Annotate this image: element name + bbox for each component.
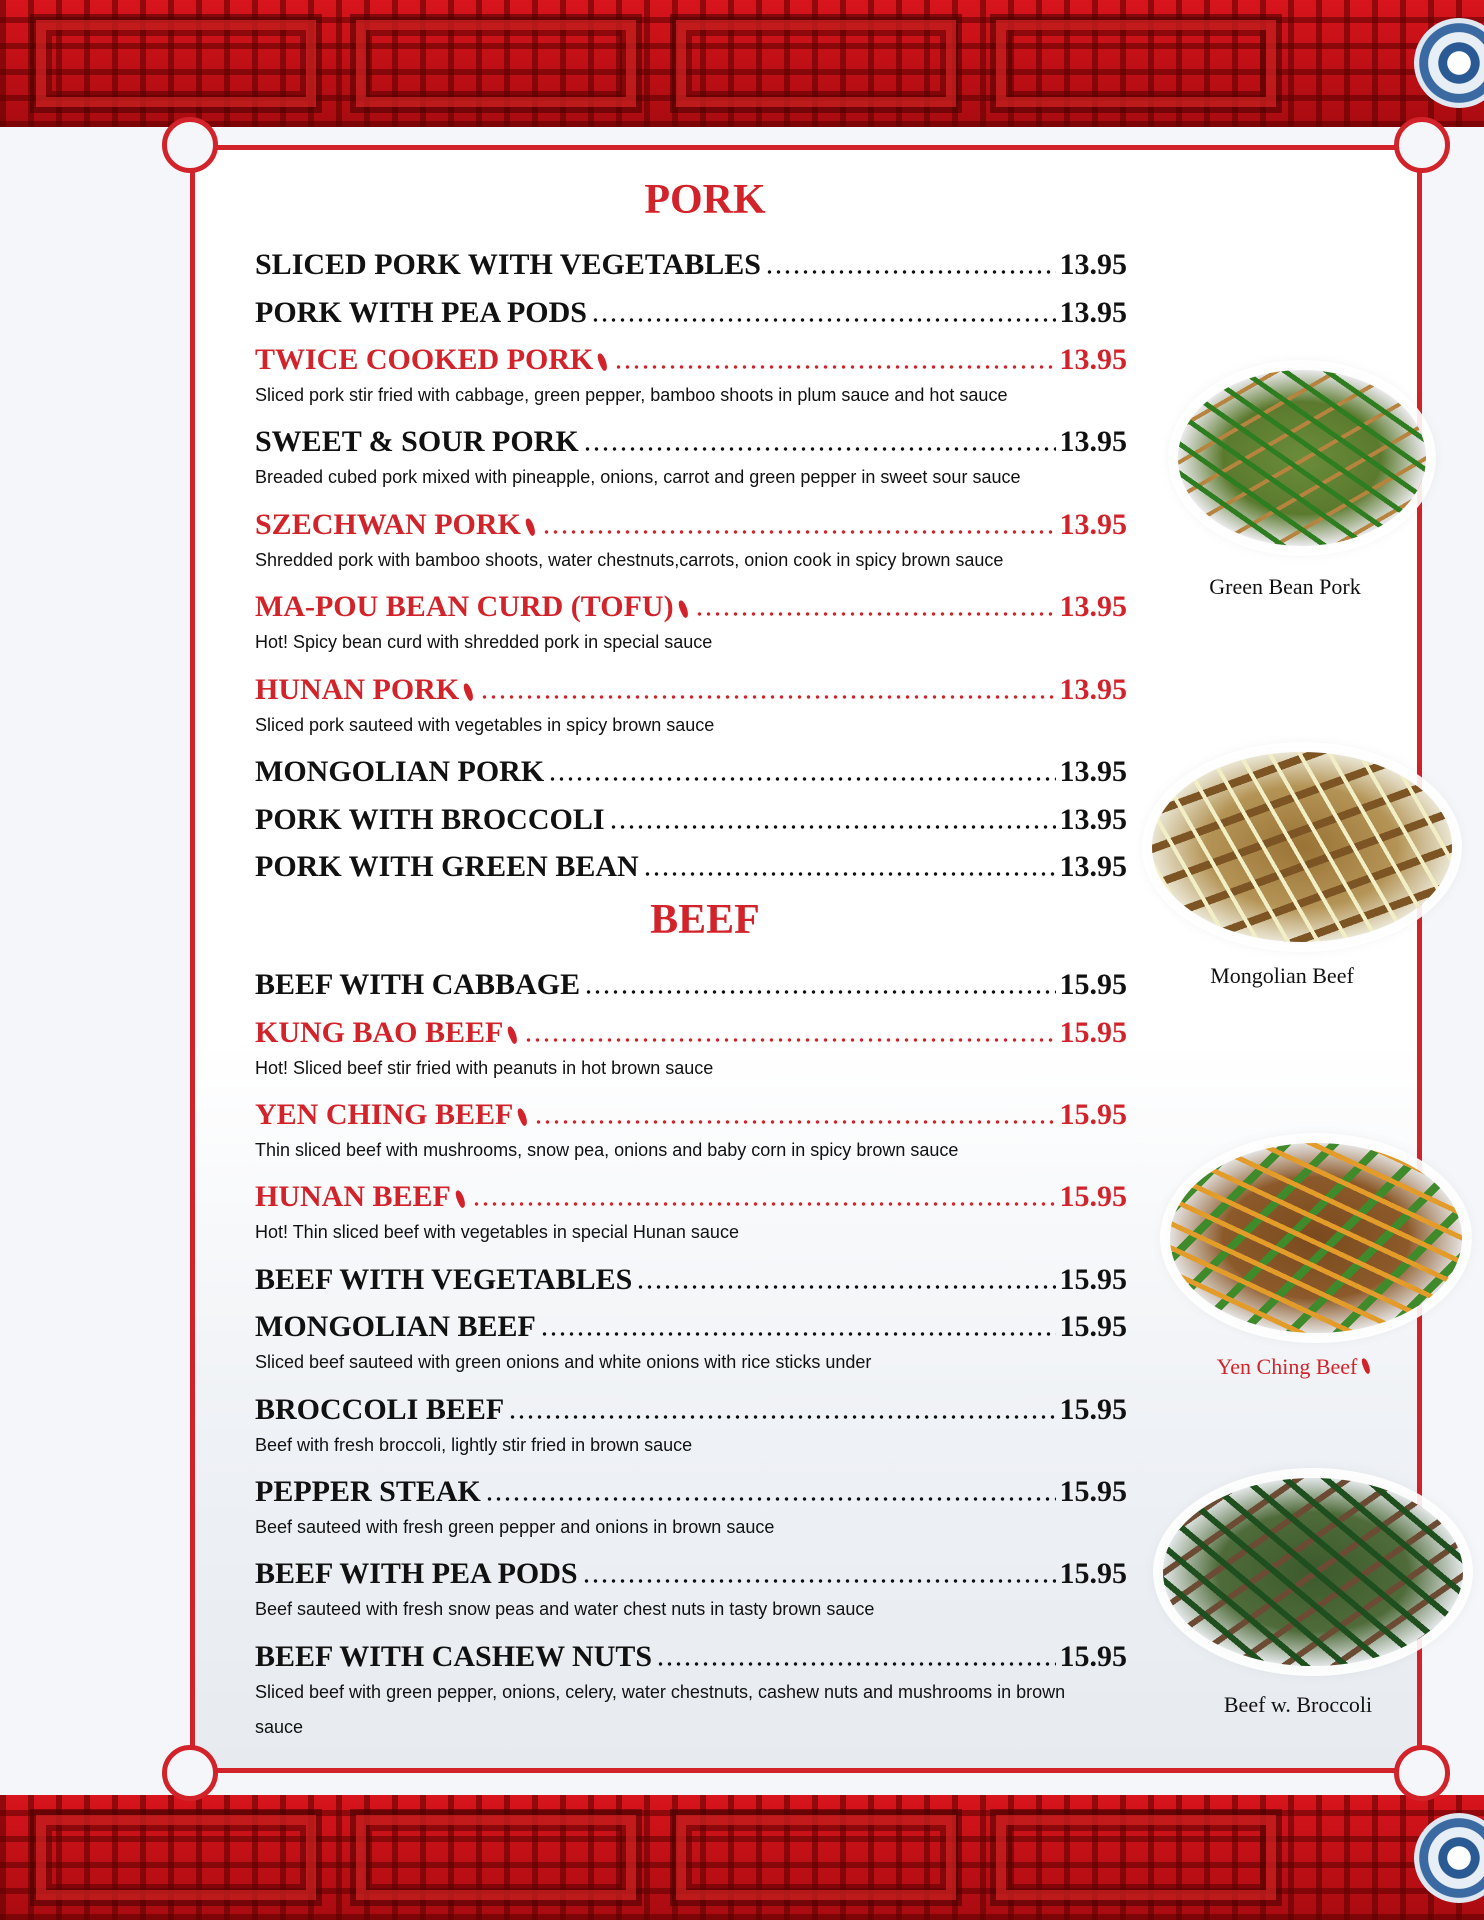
menu-item xyxy=(255,667,1127,707)
item-description: Sliced beef with green pepper, onions, celery, water chestnuts, cashew nuts and mushrooms in brown sauce xyxy=(255,1682,1066,1737)
menu-item xyxy=(255,962,1127,1002)
item-price: 15.95 xyxy=(1059,968,1127,1001)
item-description: Sliced pork sauteed with vegetables in spicy brown sauce xyxy=(255,715,715,735)
menu-item xyxy=(255,1304,1127,1344)
chili-pepper-icon xyxy=(523,517,537,536)
dot-leader xyxy=(695,610,1056,618)
frame-corner xyxy=(162,117,218,173)
porcelain-medallion-icon xyxy=(1414,18,1484,108)
menu-item xyxy=(255,419,1127,459)
item-description: Shredded pork with bamboo shoots, water chestnuts,carrots, onion cook in spicy brown sauce xyxy=(255,550,1004,570)
item-description: Hot! Sliced beef stir fried with peanuts in hot brown sauce xyxy=(255,1058,714,1078)
item-price: 15.95 xyxy=(1059,1180,1127,1213)
item-price: 15.95 xyxy=(1059,1263,1127,1296)
food-photo-beef-broccoli xyxy=(1163,1478,1463,1666)
chili-pepper-icon xyxy=(462,682,476,701)
dot-leader xyxy=(524,1036,1055,1044)
item-name: BEEF WITH CASHEW NUTS xyxy=(255,1640,653,1673)
item-name: SZECHWAN PORK xyxy=(255,508,521,541)
dot-leader xyxy=(485,1495,1056,1503)
menu-item xyxy=(255,1010,1127,1050)
frame-corner xyxy=(162,1745,218,1801)
lattice-panel xyxy=(30,14,322,113)
item-price: 13.95 xyxy=(1059,248,1127,281)
dot-leader xyxy=(643,870,1056,878)
item-name: BEEF WITH CABBAGE xyxy=(255,968,581,1001)
item-description: Hot! Spicy bean curd with shredded pork in special sauce xyxy=(255,632,713,652)
item-name: TWICE COOKED PORK xyxy=(255,343,594,376)
dot-leader xyxy=(583,445,1056,453)
item-description: Breaded cubed pork mixed with pineapple, onions, carrot and green pepper in sweet sour sauce xyxy=(255,467,1021,487)
item-name: YEN CHING BEEF xyxy=(255,1098,514,1131)
item-name: PORK WITH BROCCOLI xyxy=(255,803,605,836)
chili-pepper-icon xyxy=(676,599,690,618)
dot-leader xyxy=(472,1200,1056,1208)
menu-item xyxy=(255,1257,1127,1297)
dot-leader xyxy=(540,1330,1056,1338)
dot-leader xyxy=(508,1413,1055,1421)
item-price: 15.95 xyxy=(1059,1640,1127,1673)
item-price: 13.95 xyxy=(1059,425,1127,458)
menu-item xyxy=(255,1551,1127,1591)
item-price: 15.95 xyxy=(1059,1475,1127,1508)
food-photo-green-bean-pork xyxy=(1178,370,1426,546)
item-name: SLICED PORK WITH VEGETABLES xyxy=(255,248,761,281)
dot-leader xyxy=(542,528,1056,536)
item-name: PEPPER STEAK xyxy=(255,1475,481,1508)
frame-corner xyxy=(1394,117,1450,173)
chili-pepper-icon xyxy=(506,1025,520,1044)
item-price: 13.95 xyxy=(1059,343,1127,376)
item-name: MONGOLIAN BEEF xyxy=(255,1310,536,1343)
dot-leader xyxy=(656,1660,1055,1668)
item-price: 15.95 xyxy=(1059,1393,1127,1426)
item-name: PORK WITH GREEN BEAN xyxy=(255,850,639,883)
item-price: 13.95 xyxy=(1059,673,1127,706)
menu-item xyxy=(255,584,1127,624)
item-price: 13.95 xyxy=(1059,508,1127,541)
item-description: Beef with fresh broccoli, lightly stir fried in brown sauce xyxy=(255,1435,693,1455)
menu-item xyxy=(255,1174,1127,1214)
lattice-panel xyxy=(30,1809,322,1906)
menu-item xyxy=(255,797,1127,837)
dot-leader xyxy=(614,363,1055,371)
dot-leader xyxy=(534,1118,1055,1126)
item-description: Sliced pork stir fried with cabbage, green pepper, bamboo shoots in plum sauce and hot sauce xyxy=(255,385,1008,405)
dot-leader xyxy=(591,316,1056,324)
menu-item xyxy=(255,242,1127,282)
menu-item xyxy=(255,337,1127,377)
food-photo-mongolian-beef xyxy=(1152,752,1452,942)
item-price: 15.95 xyxy=(1059,1016,1127,1049)
item-name: BROCCOLI BEEF xyxy=(255,1393,505,1426)
menu-item xyxy=(255,1634,1127,1674)
photo-caption-text: Yen Ching Beef xyxy=(1216,1354,1358,1379)
menu-item xyxy=(255,290,1127,330)
item-price: 15.95 xyxy=(1059,1557,1127,1590)
menu-item xyxy=(255,749,1127,789)
item-name: MA-POU BEAN CURD (TOFU) xyxy=(255,590,674,623)
bottom-lattice-banner xyxy=(0,1795,1484,1920)
item-name: PORK WITH PEA PODS xyxy=(255,296,587,329)
item-name: KUNG BAO BEEF xyxy=(255,1016,504,1049)
chili-pepper-icon xyxy=(453,1189,467,1208)
item-description: Beef sauteed with fresh green pepper and onions in brown sauce xyxy=(255,1517,775,1537)
item-price: 13.95 xyxy=(1059,296,1127,329)
food-photo-yen-ching-beef xyxy=(1170,1143,1462,1333)
porcelain-medallion-icon xyxy=(1414,1813,1484,1903)
item-price: 13.95 xyxy=(1059,755,1127,788)
menu-item xyxy=(255,1469,1127,1509)
dot-leader xyxy=(548,775,1055,783)
menu-item xyxy=(255,1387,1127,1427)
item-price: 13.95 xyxy=(1059,850,1127,883)
photo-caption: Green Bean Pork xyxy=(1209,574,1361,599)
item-description: Sliced beef sauteed with green onions and white onions with rice sticks under xyxy=(255,1352,872,1372)
chili-pepper-icon xyxy=(596,352,610,371)
item-price: 13.95 xyxy=(1059,590,1127,623)
lattice-panel xyxy=(990,1809,1282,1906)
dot-leader xyxy=(582,1577,1056,1585)
item-name: HUNAN BEEF xyxy=(255,1180,451,1213)
dot-leader xyxy=(480,693,1055,701)
photo-caption xyxy=(1163,1354,1423,1380)
item-name: BEEF WITH VEGETABLES xyxy=(255,1263,633,1296)
item-price: 15.95 xyxy=(1059,1310,1127,1343)
dot-leader xyxy=(636,1283,1055,1291)
menu-item xyxy=(255,502,1127,542)
item-description: Hot! Thin sliced beef with vegetables in special Hunan sauce xyxy=(255,1222,739,1242)
photo-caption: Mongolian Beef xyxy=(1210,963,1354,988)
dot-leader xyxy=(584,988,1055,996)
item-name: BEEF WITH PEA PODS xyxy=(255,1557,578,1590)
photo-caption: Beef w. Broccoli xyxy=(1223,1692,1373,1717)
menu-item xyxy=(255,1092,1127,1132)
lattice-panel xyxy=(350,1809,642,1906)
lattice-panel xyxy=(350,14,642,113)
lattice-panel xyxy=(670,14,962,113)
chili-pepper-icon xyxy=(516,1107,530,1126)
frame-corner xyxy=(1394,1745,1450,1801)
item-price: 13.95 xyxy=(1059,803,1127,836)
item-price: 15.95 xyxy=(1059,1098,1127,1131)
item-description: Thin sliced beef with mushrooms, snow pea, onions and baby corn in spicy brown sauce xyxy=(255,1140,959,1160)
section-title-beef: BEEF xyxy=(650,897,760,943)
chili-pepper-icon xyxy=(1360,1357,1372,1374)
item-name: SWEET & SOUR PORK xyxy=(255,425,579,458)
lattice-panel xyxy=(670,1809,962,1906)
lattice-panel xyxy=(990,14,1282,113)
item-name: HUNAN PORK xyxy=(255,673,460,706)
dot-leader xyxy=(609,823,1056,831)
section-title-pork: PORK xyxy=(644,177,766,223)
menu-item xyxy=(255,844,1127,884)
top-lattice-banner xyxy=(0,0,1484,127)
dot-leader xyxy=(765,268,1056,276)
item-description: Beef sauteed with fresh snow peas and water chest nuts in tasty brown sauce xyxy=(255,1599,875,1619)
item-name: MONGOLIAN PORK xyxy=(255,755,545,788)
